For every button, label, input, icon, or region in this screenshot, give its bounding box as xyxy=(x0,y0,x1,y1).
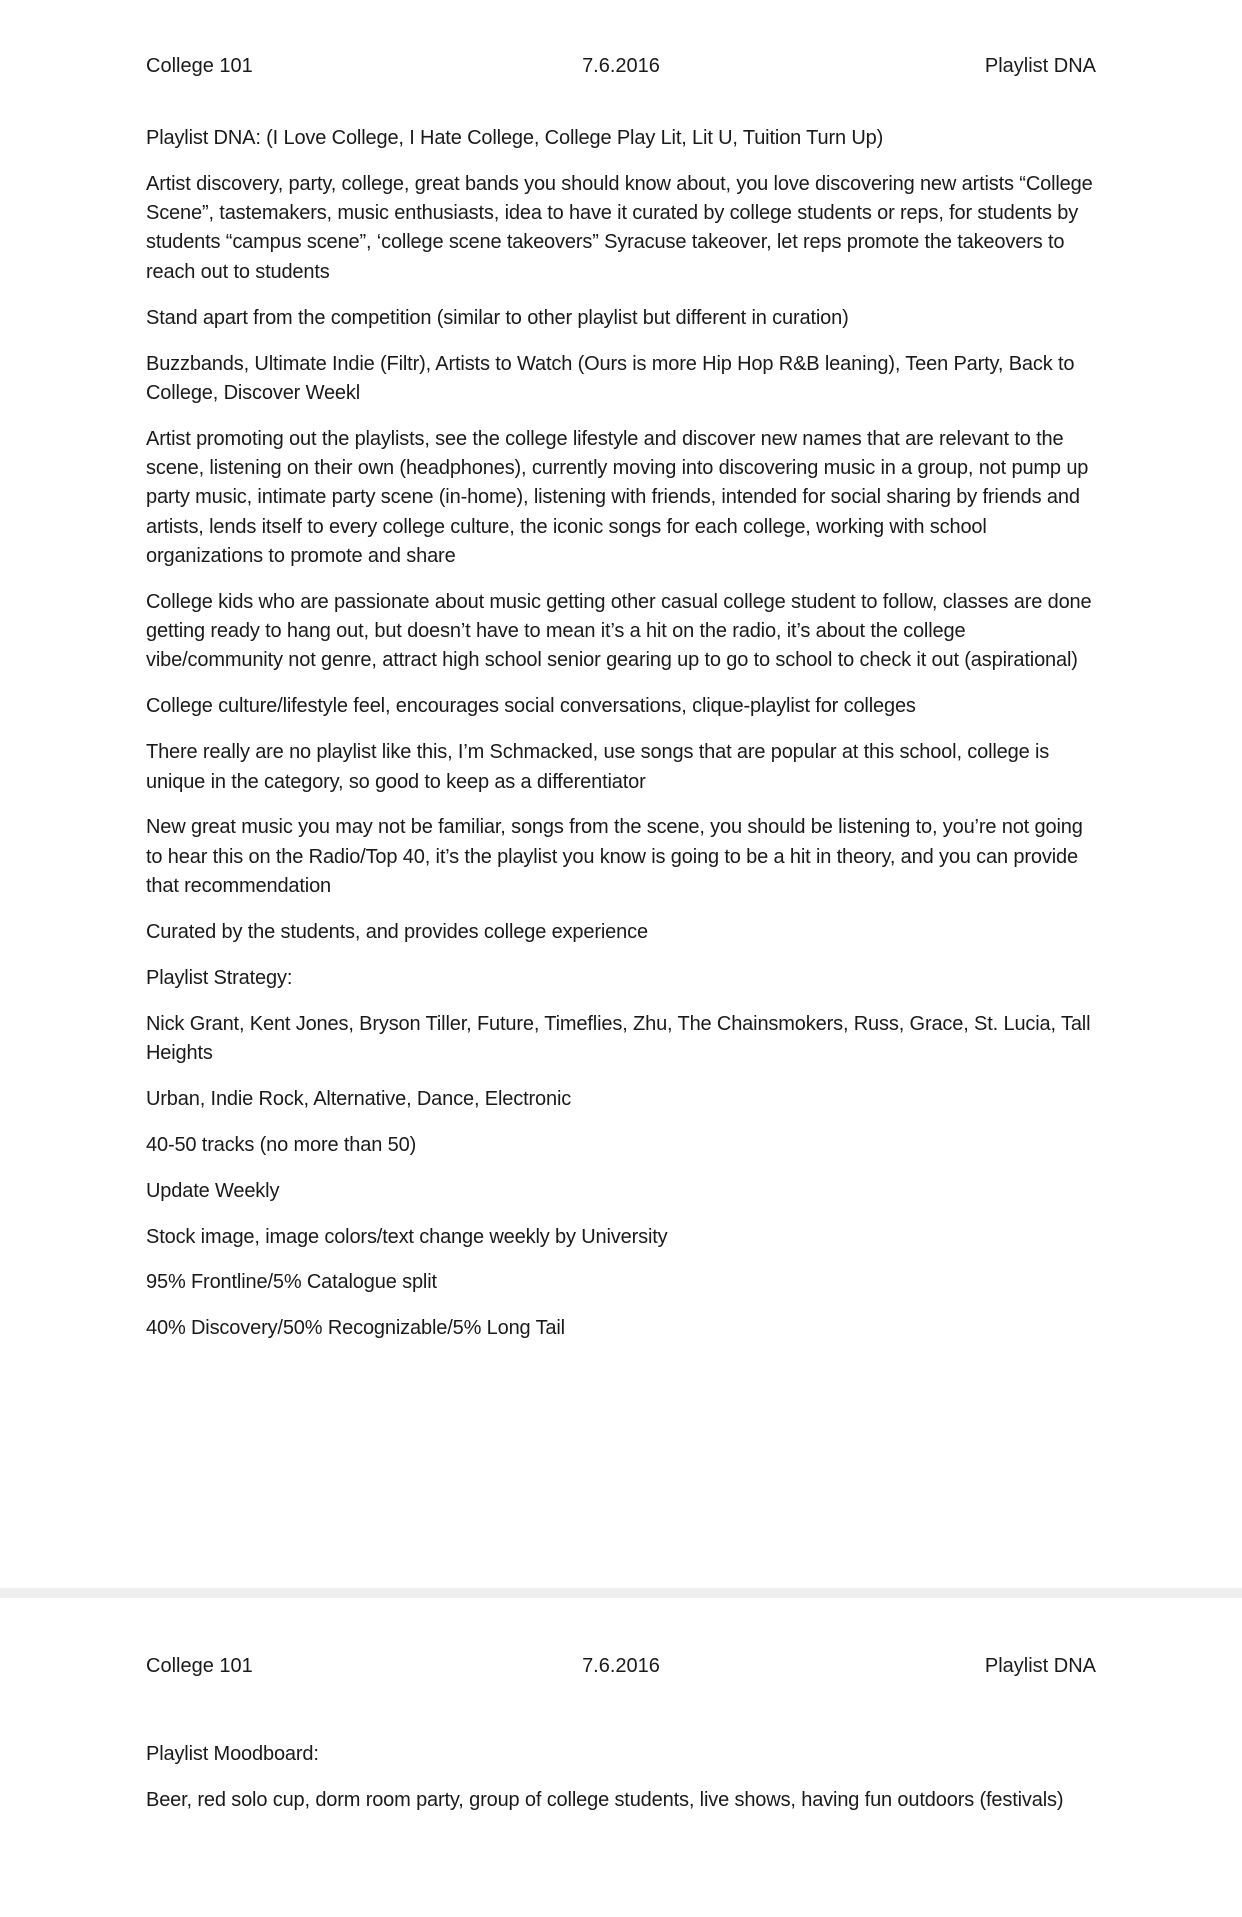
paragraph-artist-promoting: Artist promoting out the playlists, see the college lifestyle and discover new names that are relevant to the scene, listening on their own (headphones), currently moving into discovering music in a group, not pump up party music, intimate party scene (in-home), listening with friends, intended for social sharing by friends and artists, lends itself to every college culture, the iconic songs for each college, working with school organizations to promote and share xyxy=(146,427,1089,567)
paragraph-genres: Urban, Indie Rock, Alternative, Dance, Electronic xyxy=(146,1087,572,1110)
header-course-title: College 101 xyxy=(146,1655,253,1677)
paragraph-artists-list: Nick Grant, Kent Jones, Bryson Tiller, Future, Timeflies, Zhu, The Chainsmokers, Russ, Grace, St. Lucia, Tall Heights xyxy=(146,1012,1091,1064)
paragraph-frontline-split: 95% Frontline/5% Catalogue split xyxy=(146,1271,437,1294)
heading-playlist-strategy: Playlist Strategy: xyxy=(146,966,293,989)
header-doc-title: Playlist DNA xyxy=(984,55,1096,77)
paragraph-playlist-dna: Playlist DNA: (I Love College, I Hate College, College Play Lit, Lit U, Tuition Turn Up) xyxy=(146,127,884,149)
paragraph-no-playlist-like-this: There really are no playlist like this, I’m Schmacked, use songs that are popular at this school, college is unique in the category, so good to keep as a differentiator xyxy=(146,741,1050,793)
header-date: 7.6.2016 xyxy=(582,55,660,77)
paragraph-stand-apart: Stand apart from the competition (similar to other playlist but different in curation) xyxy=(146,306,849,329)
paragraph-college-kids: College kids who are passionate about music getting other casual college student to follow, classes are done getting ready to hang out, but doesn’t have to mean it’s a hit on the radio, it’s about the college vibe/community not genre, attract high school senior gearing up to go to school to check it out (aspirational) xyxy=(146,590,1092,672)
header-course-title: College 101 xyxy=(146,55,253,77)
page-body xyxy=(146,1740,1096,1832)
header-doc-title: Playlist DNA xyxy=(984,1655,1096,1677)
page-header xyxy=(146,1651,1096,1681)
paragraph-college-culture: College culture/lifestyle feel, encourages social conversations, clique-playlist for colleges xyxy=(146,695,916,718)
paragraph-update-frequency: Update Weekly xyxy=(146,1179,280,1202)
paragraph-new-great-music: New great music you may not be familiar, songs from the scene, you should be listening to, you’re not going to hear this on the Radio/Top 40, it’s the playlist you know is going to be a hit in theory, and you can provide that recommendation xyxy=(146,816,1083,897)
paragraph-track-count: 40-50 tracks (no more than 50) xyxy=(146,1133,417,1156)
paragraph-curated-by-students: Curated by the students, and provides college experience xyxy=(146,920,648,943)
document-page-2 xyxy=(0,1598,1242,1917)
paragraph-competitors: Buzzbands, Ultimate Indie (Filtr), Artists to Watch (Ours is more Hip Hop R&B leaning), Teen Party, Back to College, Discover Weekl xyxy=(146,352,1075,404)
page-header xyxy=(146,51,1096,81)
page-body xyxy=(146,124,1096,1360)
paragraph-artist-discovery: Artist discovery, party, college, great bands you should know about, you love discovering new artists “College Scene”, tastemakers, music enthusiasts, idea to have it curated by college students or reps, for students by students “campus scene”, ‘college scene takeovers” Syracuse takeover, let reps promote the takeovers to reach out to students xyxy=(146,172,1093,283)
header-date: 7.6.2016 xyxy=(582,1655,660,1677)
paragraph-moodboard-items: Beer, red solo cup, dorm room party, group of college students, live shows, having fun outdoors (festivals) xyxy=(146,1788,1064,1811)
heading-playlist-moodboard: Playlist Moodboard: xyxy=(146,1743,319,1765)
page-separator xyxy=(0,1588,1242,1598)
paragraph-discovery-split: 40% Discovery/50% Recognizable/5% Long Tail xyxy=(146,1317,565,1340)
paragraph-stock-image: Stock image, image colors/text change weekly by University xyxy=(146,1225,668,1248)
